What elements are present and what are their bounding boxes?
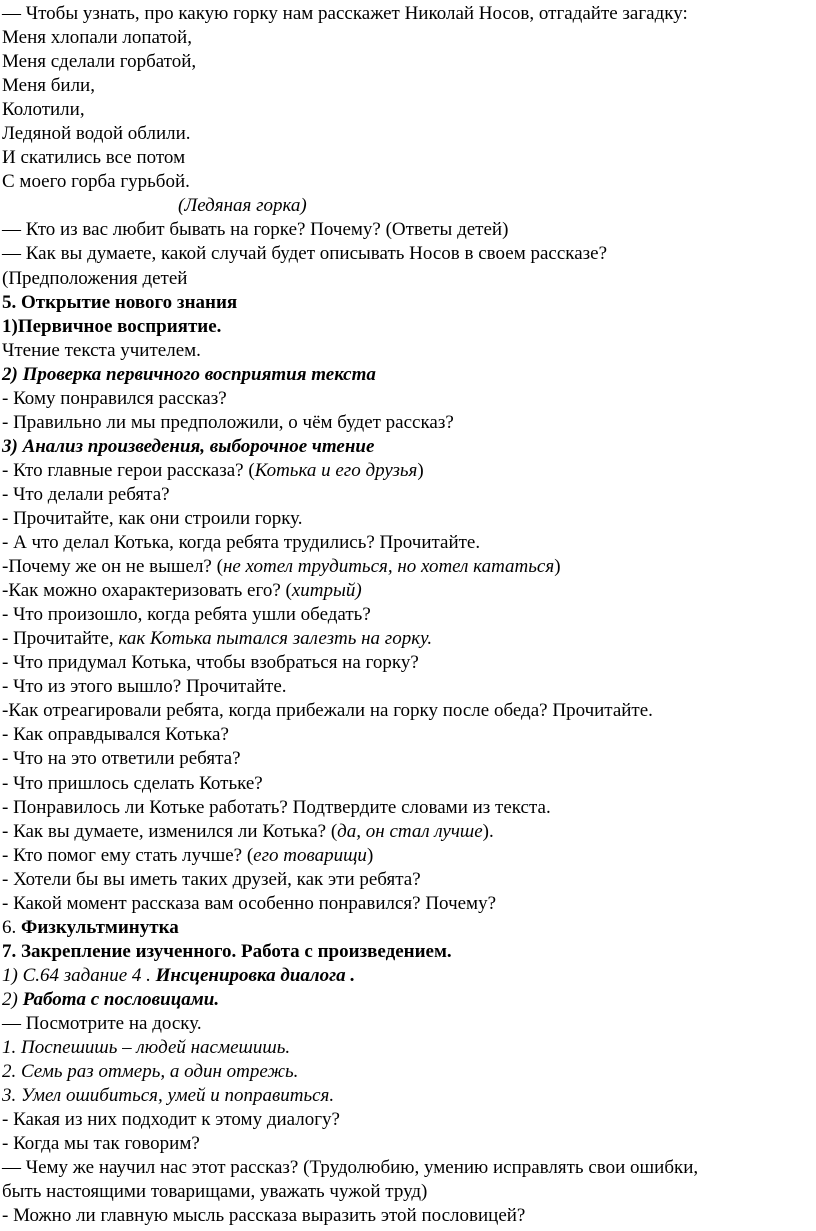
section-heading: 5. Открытие нового знания bbox=[2, 291, 238, 313]
question-line: - Когда мы так говорим? bbox=[2, 1133, 200, 1155]
riddle-line: Колотили, bbox=[2, 99, 85, 121]
subsection-heading: 2) Проверка первичного восприятия текста bbox=[2, 363, 376, 385]
question-line: - Можно ли главную мысль рассказа выразить этой пословицей? bbox=[2, 1205, 526, 1227]
question-line: - Правильно ли мы предположили, о чём будет рассказ? bbox=[2, 411, 454, 433]
section-heading: 7. Закрепление изученного. Работа с произведением. bbox=[2, 940, 452, 962]
question-line: — Чему же научил нас этот рассказ? (Трудолюбию, умению исправлять свои ошибки, bbox=[2, 1157, 699, 1179]
question-line bbox=[2, 459, 816, 483]
question-text: ). bbox=[482, 820, 494, 842]
riddle-line: Ледяной водой облили. bbox=[2, 123, 191, 145]
section-number: 6. bbox=[2, 916, 21, 938]
riddle-line: Меня хлопали лопатой, bbox=[2, 27, 192, 49]
task-line bbox=[2, 988, 816, 1012]
subsection-heading: 1)Первичное восприятие. bbox=[2, 315, 222, 337]
proverb-item: 3. Умел ошибиться, умей и поправиться. bbox=[2, 1085, 335, 1107]
question-line: -Как отреагировали ребята, когда прибежали на горку после обеда? Прочитайте. bbox=[2, 700, 653, 722]
question-line: - Понравилось ли Котьке работать? Подтвердите словами из текста. bbox=[2, 796, 551, 818]
task-title: Инсценировка диалога . bbox=[155, 964, 356, 986]
question-line: - Кому понравился рассказ? bbox=[2, 387, 227, 409]
question-text: -Почему же он не вышел? ( bbox=[2, 556, 223, 578]
task-number: 2) bbox=[2, 988, 23, 1010]
question-line: — Кто из вас любит бывать на горке? Почему? (Ответы детей) bbox=[2, 219, 509, 241]
question-line: - Что делали ребята? bbox=[2, 483, 170, 505]
question-text: - Прочитайте, bbox=[2, 628, 119, 650]
question-line bbox=[2, 844, 816, 868]
answer-text: его товарищи bbox=[253, 844, 367, 866]
question-text: - Кто главные герои рассказа? ( bbox=[2, 459, 255, 481]
question-line: - А что делал Котька, когда ребята трудились? Прочитайте. bbox=[2, 532, 481, 554]
question-text: - Кто помог ему стать лучше? ( bbox=[2, 844, 254, 866]
answer-text: не хотел трудиться, но хотел кататься bbox=[222, 556, 555, 578]
question-line: - Хотели бы вы иметь таких друзей, как эти ребята? bbox=[2, 868, 421, 890]
question-line: - Что из этого вышло? Прочитайте. bbox=[2, 676, 287, 698]
answer-text: хитрый) bbox=[291, 580, 362, 602]
answer-text: да, он стал лучше bbox=[337, 820, 483, 842]
question-line: - Как оправдывался Котька? bbox=[2, 724, 229, 746]
subsection-heading: 3) Анализ произведения, выборочное чтение bbox=[2, 435, 375, 457]
text-line: быть настоящими товарищами, уважать чужой труд) bbox=[2, 1181, 428, 1203]
question-text: ) bbox=[417, 459, 424, 481]
task-ref: 1) С.64 задание 4 . bbox=[2, 964, 156, 986]
question-line: - Что на это ответили ребята? bbox=[2, 748, 241, 770]
section-heading bbox=[2, 916, 816, 940]
riddle-line: Меня били, bbox=[2, 75, 95, 97]
question-line: - Что произошло, когда ребята ушли обедать? bbox=[2, 604, 371, 626]
question-text: ) bbox=[366, 844, 374, 866]
section-title: Физкультминутка bbox=[21, 916, 179, 938]
proverb-item: 2. Семь раз отмерь, а один отрежь. bbox=[2, 1061, 299, 1083]
question-text: - Как вы думаете, изменился ли Котька? ( bbox=[2, 820, 338, 842]
task-line bbox=[2, 964, 816, 988]
text-line: (Предположения детей bbox=[2, 267, 188, 289]
task-title: Работа с пословицами. bbox=[22, 988, 220, 1010]
question-line bbox=[2, 579, 816, 603]
question-text: ) bbox=[554, 556, 561, 578]
question-line: - Какая из них подходит к этому диалогу? bbox=[2, 1109, 340, 1131]
answer-text: как Котька пытался залезть на горку. bbox=[118, 628, 433, 650]
riddle-line: Меня сделали горбатой, bbox=[2, 51, 197, 73]
riddle-answer: (Ледяная горка) bbox=[178, 195, 307, 217]
question-line bbox=[2, 627, 816, 651]
question-text: -Как можно охарактеризовать его? ( bbox=[2, 580, 292, 602]
proverb-item: 1. Поспешишь – людей насмешишь. bbox=[2, 1037, 291, 1059]
question-line: - Что пришлось сделать Котьке? bbox=[2, 772, 263, 794]
question-line bbox=[2, 820, 816, 844]
riddle-line: И скатились все потом bbox=[2, 147, 186, 169]
text-line: Чтение текста учителем. bbox=[2, 339, 201, 361]
question-line: - Что придумал Котька, чтобы взобраться на горку? bbox=[2, 652, 419, 674]
question-line bbox=[2, 555, 816, 579]
riddle-line: С моего горба гурьбой. bbox=[2, 171, 190, 193]
text-line: — Посмотрите на доску. bbox=[2, 1012, 202, 1034]
riddle-intro: — Чтобы узнать, про какую горку нам расскажет Николай Носов, отгадайте загадку: bbox=[2, 3, 688, 24]
answer-text: Котька и его друзья bbox=[254, 459, 418, 481]
question-line: - Прочитайте, как они строили горку. bbox=[2, 507, 303, 529]
question-line: — Как вы думаете, какой случай будет описывать Носов в своем рассказе? bbox=[2, 243, 608, 265]
question-line: - Какой момент рассказа вам особенно понравился? Почему? bbox=[2, 892, 497, 914]
